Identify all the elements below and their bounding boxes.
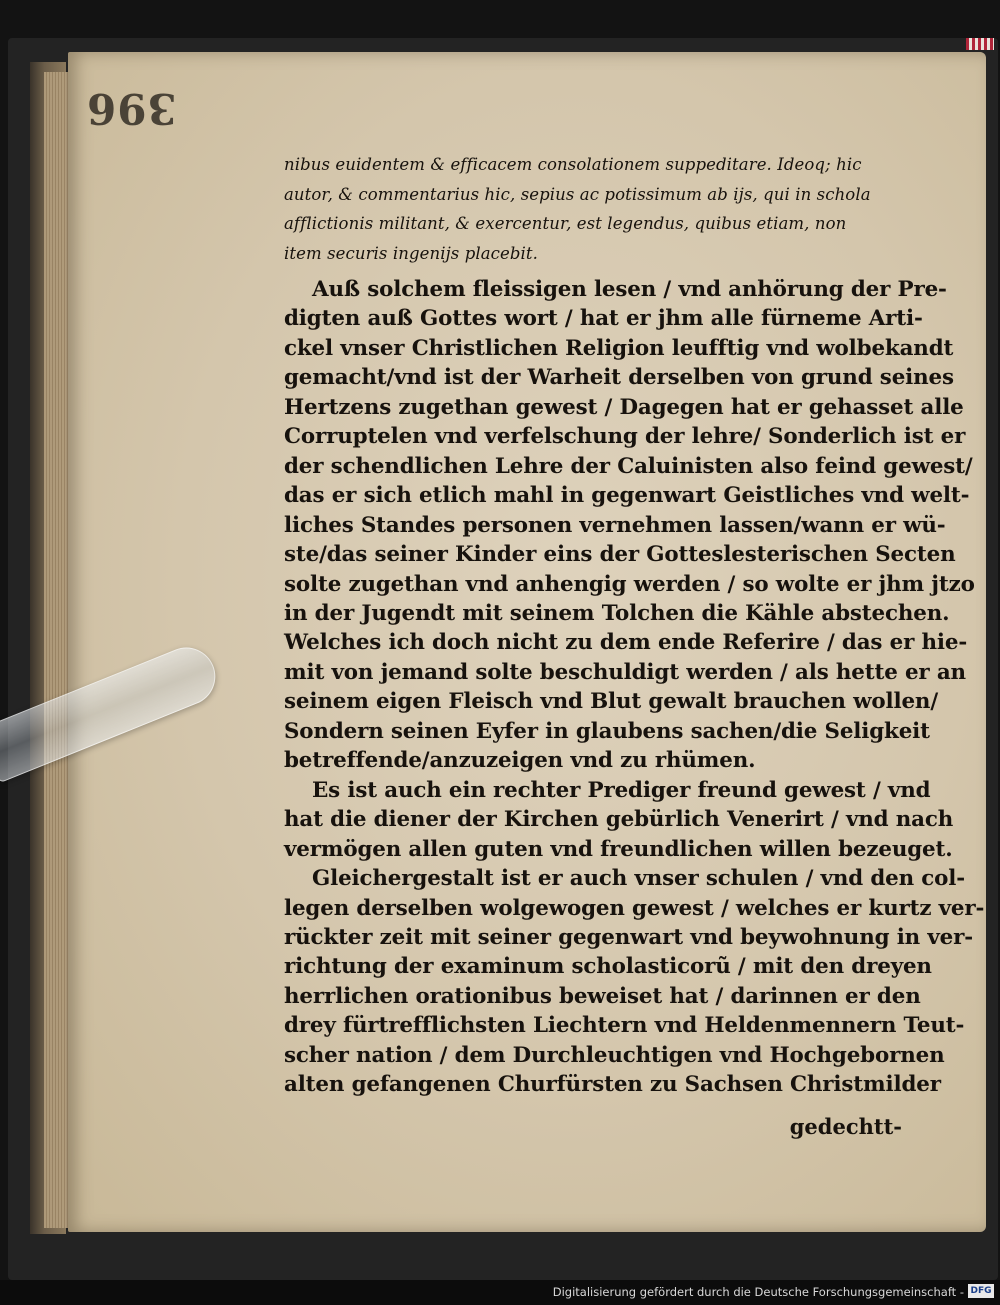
text-line: Welches ich doch nicht zu dem ende Referire / das er hie- [284,630,968,656]
text-line: Es ist auch ein rechter Prediger freund gewest / vnd [312,777,931,803]
text-line: Hertzens zugethan gewest / Dagegen hat er gehasset alle [284,394,964,420]
text-line: Sondern seinen Eyfer in glaubens sachen/die Seligkeit [284,718,930,744]
page-number-mirrored: 396 [86,84,177,133]
latin-line: autor, & commentarius hic, sepius ac potissimum ab ijs, qui in schola [284,184,871,204]
text-line: ste/das seiner Kinder eins der Gotteslesterischen Secten [284,542,956,568]
footer-bar [0,1280,1000,1305]
latin-line: item securis ingenijs placebit. [284,243,538,263]
text-line: drey fürtrefflichsten Liechtern vnd Heldenmennern Teut- [284,1013,965,1039]
latin-line: nibus euidentem & efficacem consolationem suppeditare. Ideoq; hic [284,155,862,174]
text-line: liches Standes personen vernehmen lassen/wann er wü- [284,512,946,538]
text-line: Gleichergestalt ist er auch vnser schulen / vnd den col- [312,866,966,892]
text-line: legen derselben wolgewogen gewest / welches er kurtz ver- [284,895,985,921]
text-line: gemacht/vnd ist der Warheit derselben von grund seines [284,365,954,391]
text-line: Auß solchem fleissigen lesen / vnd anhörung der Pre- [312,277,947,302]
text-line: rückter zeit mit seiner gegenwart vnd beywohnung in ver- [284,924,973,950]
latin-line: afflictionis militant, & exercentur, est legendus, quibus etiam, non [284,214,847,233]
text-line: ckel vnser Christlichen Religion leufftig vnd wolbekandt [284,335,954,361]
text-line: vermögen allen guten vnd freundlichen willen bezeuget. [284,836,953,862]
text-line: betreffende/anzuzeigen vnd zu rhümen. [284,748,756,774]
text-line: richtung der examinum scholasticorũ / mit den dreyen [284,954,932,980]
text-line: solte zugethan vnd anhengig werden / so wolte er jhm jtzo [284,571,975,597]
text-line: das er sich etlich mahl in gegenwart Geistliches vnd welt- [284,483,970,509]
latin-paragraph [284,150,910,268]
text-line: hat die diener der Kirchen gebürlich Venerirt / vnd nach [284,807,954,833]
text-line: herrlichen orationibus beweiset hat / darinnen er den [284,983,921,1009]
text-line: scher nation / dem Durchleuchtigen vnd Hochgebornen [284,1042,945,1068]
text-line: in der Jugendt mit seinem Tolchen die Kähle abstechen. [284,600,950,626]
text-line: alten gefangenen Churfürsten zu Sachsen Christmilder [284,1072,941,1098]
text-line: mit von jemand solte beschuldigt werden / als hette er an [284,659,966,685]
text-line: Corruptelen vnd verfelschung der lehre/ Sonderlich ist er [284,424,966,450]
text-line: digten auß Gottes wort / hat er jhm alle fürneme Arti- [284,306,923,332]
color-calibration-tab [966,38,994,50]
page-text-block [284,150,985,1100]
german-text [284,275,985,1100]
funding-credit: Digitalisierung gefördert durch die Deutsche Forschungsgemeinschaft - [552,1285,964,1299]
dfg-logo: DFG [968,1284,994,1298]
catchword: gedechtt- [789,1114,902,1139]
page-edges [44,72,70,1228]
text-line: seinem eigen Fleisch vnd Blut gewalt brauchen wollen/ [284,689,938,715]
text-line: der schendlichen Lehre der Caluinisten also feind gewest/ [284,453,973,479]
